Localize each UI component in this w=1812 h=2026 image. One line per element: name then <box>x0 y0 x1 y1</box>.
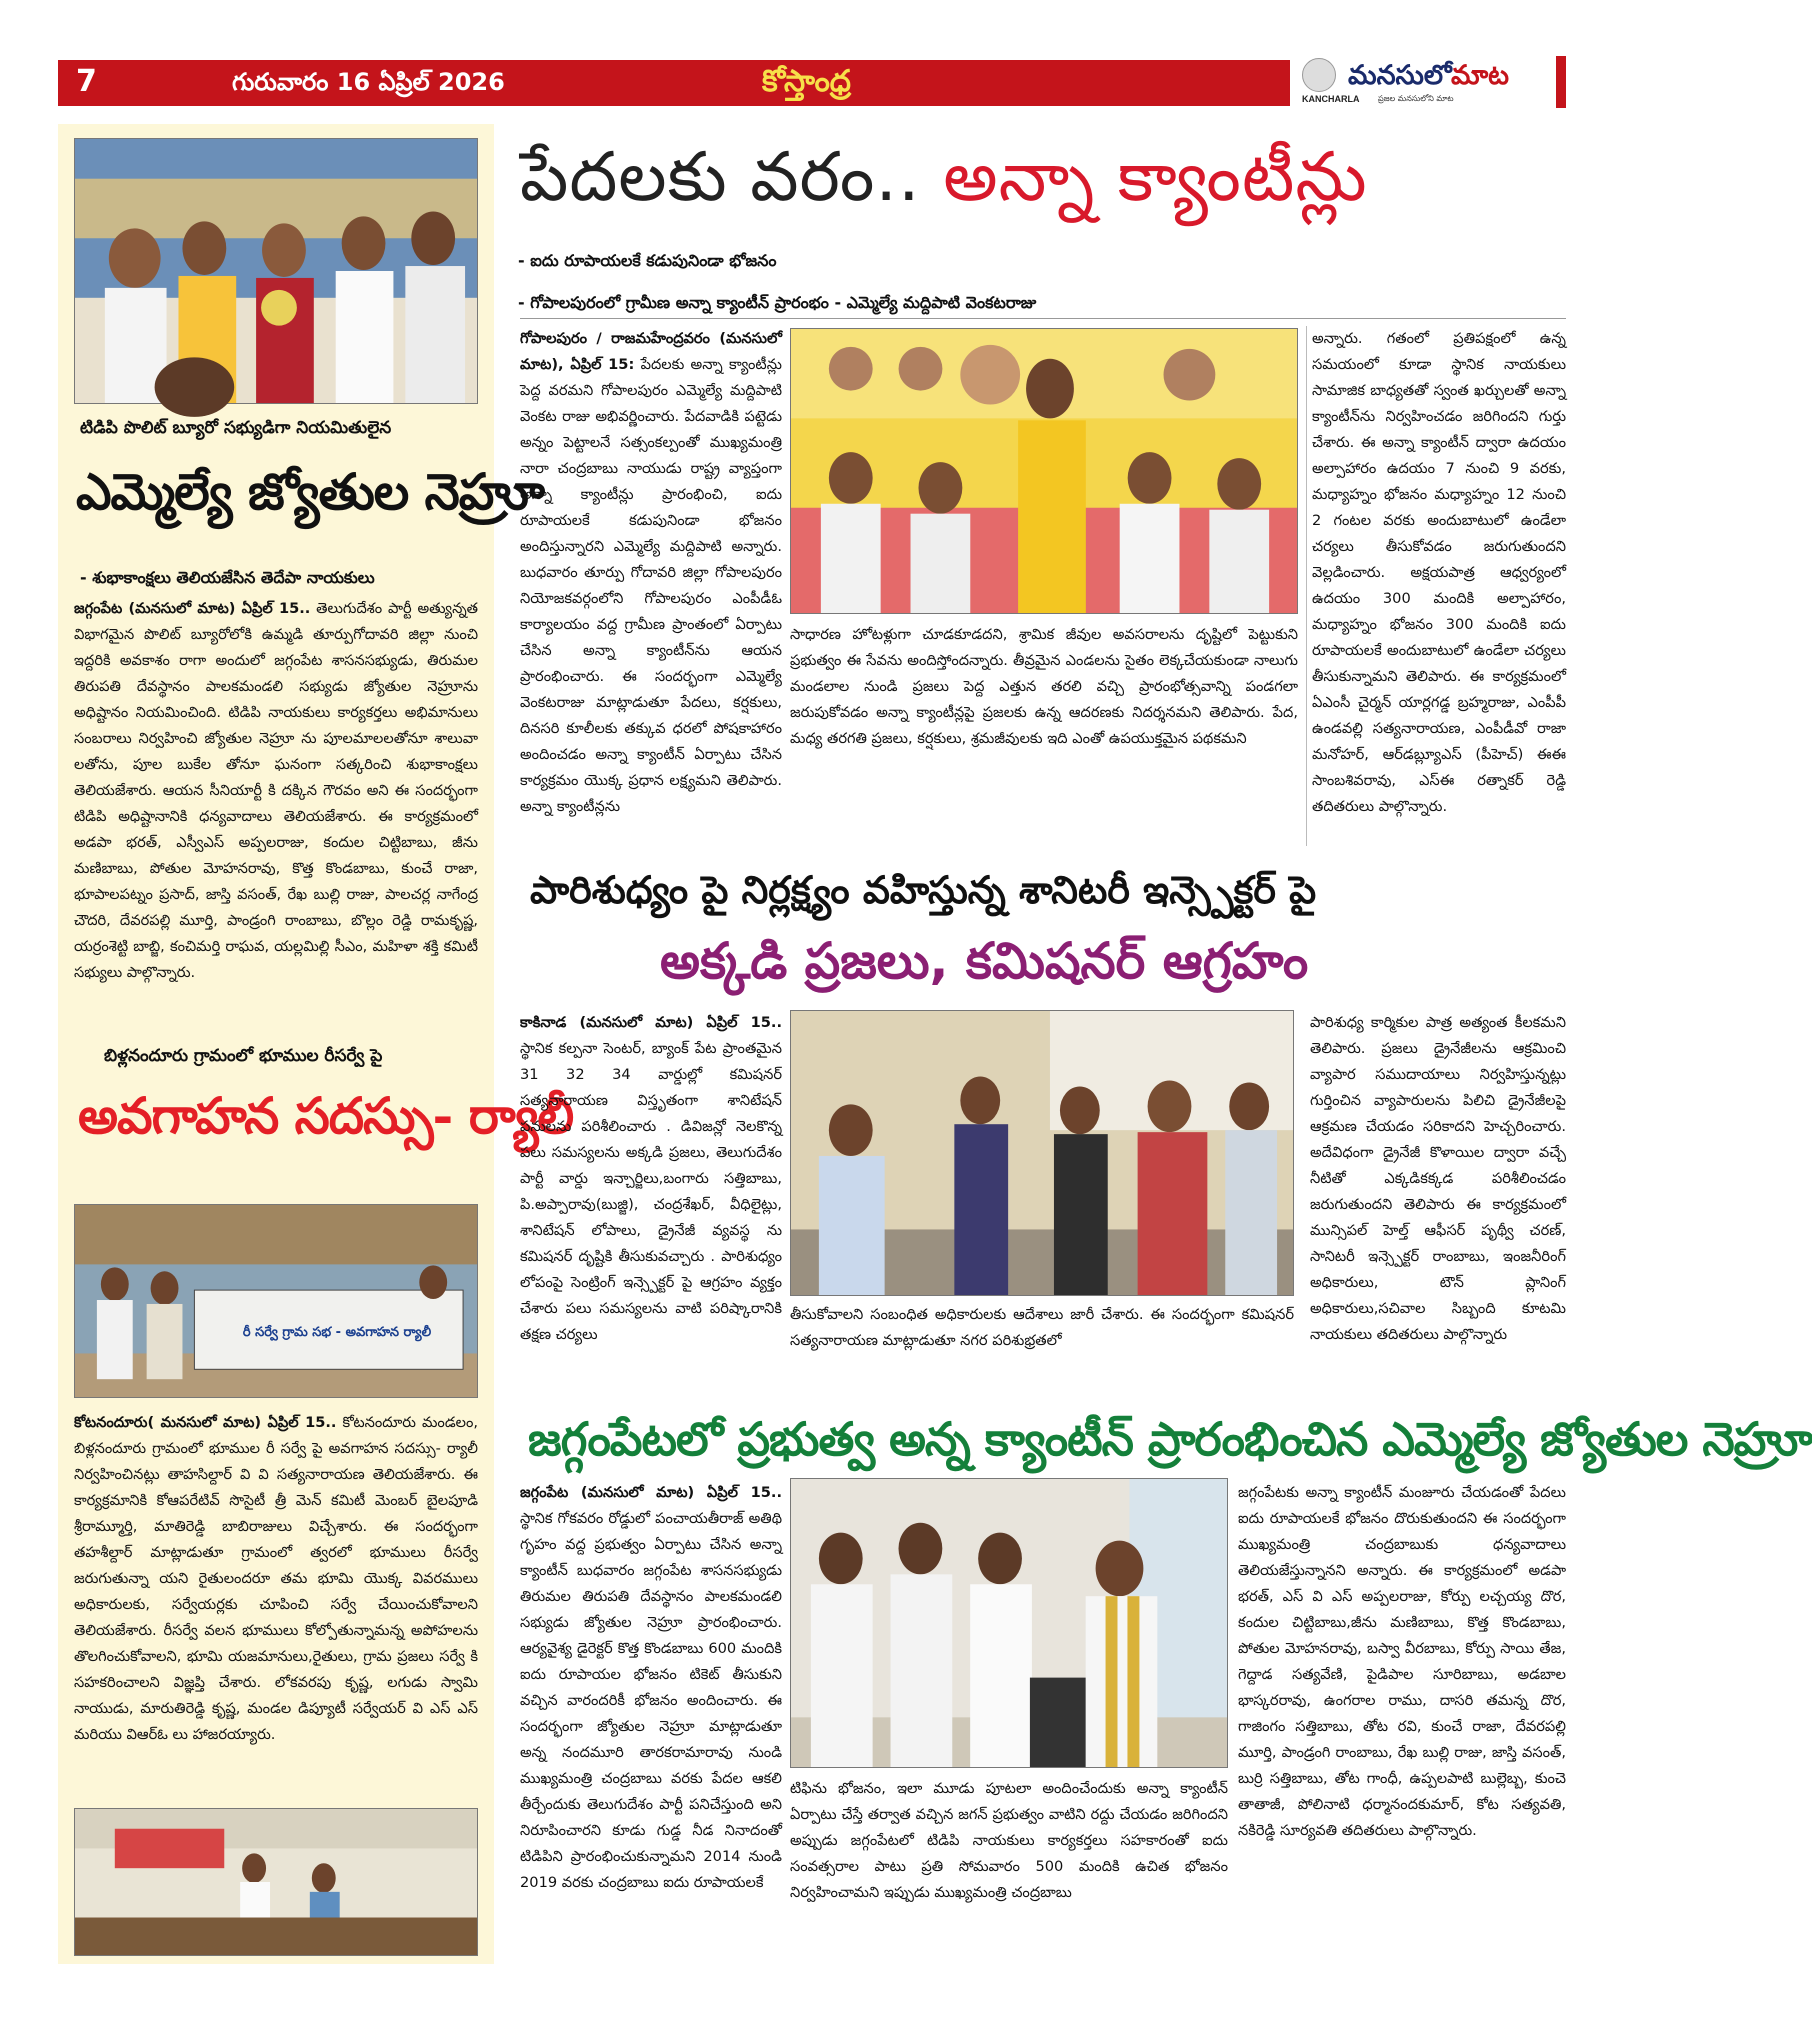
left-story1-text: తెలుగుదేశం పార్టీ అత్యున్నత విభాగమైన పొలిట్ బ్యూరోలోకి ఉమ్మడి తూర్పుగోదావరి జిల్లా నుంచి ఇద్దరికి అవకాశం రాగా అందులో జగ్గంపేట శాసనసభ్యుడు, తిరుమల తిరుపతి దేవస్థానం పాలకమండలి సభ్యుడు జ్యోతుల నెహ్రూను అధిష్టానం నియమించింది. టిడిపి నాయకులు కార్యకర్తలు అభిమానులు సంబరాలు నిర్వహించి జ్యోతుల నెహ్రూ ను పూలమాలలతోనూ శాలువా లతోను, పూల బుకేల తోనూ ఘనంగా సత్కరించి శుభాకాంక్షలు తెలియజేశారు. ఆయన సీనియార్టీ కి దక్కిన గౌరవం అని ఈ సందర్భంగా టిడిపి అధిష్టానానికి ధన్యవాదాలు తెలియజేశారు. ఈ కార్యక్రమంలో అడపా భరత్, ఎస్వీఎస్ అప్పలరాజు, కందుల చిట్టిబాబు, జీను మణిబాబు, పోతుల మోహనరావు, కొత్త కొండబాబు, కుంచే రాజా, భూపాలపట్నం ప్రసాద్, జాస్తి వసంత్, రేఖ బుల్లి రాజు, పాలచర్ల నాగేంద్ర చౌదరి, దేవరపల్లి మూర్తి, పాండ్రంగి రాంబాబు, బొల్లం రెడ్డి రామకృష్ణ, యర్రంశెట్టి బాబ్జి, కంచిమర్తి రాఘవ, యల్లమిల్లి సీఎం, మహిళా శక్తి కమిటీ సభ్యులు పాల్గొన్నారు. <box>74 600 479 981</box>
main-story1-col2: సాధారణ హోటళ్లుగా చూడకూడదని, శ్రామిక జీవుల అవసరాలను దృష్టిలో పెట్టుకుని ప్రభుత్వం ఈ సేవను అందిస్తోందన్నారు. తీవ్రమైన ఎండలను సైతం లెక్కచేయకుండా నాలుగు మండలాల నుండి ప్రజలు పెద్ద ఎత్తున తరలి వచ్చి ప్రారంభోత్సవాన్ని పండగలా జరుపుకోవడం అన్నా క్యాంటీన్లపై ప్రజలకు ఉన్న ఆదరణకు నిదర్శనమని తెలిపారు. పేద, మధ్య తరగతి ప్రజలు, కర్షకులు, శ్రమజీవులకు ఇది ఎంతో ఉపయుక్తమైన పథకమని <box>790 626 1298 747</box>
main-story1-col1 <box>520 326 782 846</box>
left-story2-body <box>74 1410 478 1794</box>
main-story2-col2: తీసుకోవాలని సంబంధిత అధికారులకు ఆదేశాలు జారీ చేశారు. ఈ సందర్భంగా కమిషనర్ సత్యనారాయణ మాట్లాడుతూ నగర పరిశుభ్రతలో <box>790 1306 1294 1349</box>
main-story1-col1-text: పేదలకు అన్నా క్యాంటీన్లు పెద్ద వరమని గోపాలపురం ఎమ్మెల్యే మద్దిపాటి వెంకట రాజు అభివర్ణించారు. పేదవాడికి పట్టెడు అన్నం పెట్టాలనే సత్సంకల్పంతో ముఖ్యమంత్రి నారా చంద్రబాబు నాయుడు రాష్ట్ర వ్యాప్తంగా అన్నా క్యాంటీన్లు ప్రారంభించి, ఐదు రూపాయలకే కడుపునిండా భోజనం అందిస్తున్నారని ఎమ్మెల్యే మద్దిపాటి అన్నారు. బుధవారం తూర్పు గోదావరి జిల్లా గోపాలపురం నియోజకవర్గంలోని గోపాలపురం ఎంపీడీఓ కార్యాలయం వద్ద గ్రామీణ ప్రాంతంలో ఏర్పాటు చేసిన అన్నా క్యాంటీన్‌ను ఆయన ప్రారంభించారు. ఈ సందర్భంగా ఎమ్మెల్యే వెంకటరాజు మాట్లాడుతూ పేదలు, కర్షకులు, దినసరి కూలీలకు తక్కువ ధరలో పోషకాహారం అందించడం అన్నా క్యాంటీన్ ఏర్పాటు చేసిన కార్యక్రమం యొక్క ప్రధాన లక్ష్యమని తెలిపారు. అన్నా క్యాంటీన్లను <box>520 356 782 815</box>
main-story1-bullet1: - ఐదు రూపాయలకే కడుపునిండా భోజనం <box>518 251 777 270</box>
main-story3-col2: టిఫిను భోజనం, ఇలా మూడు పూటలా అందించేందుకు అన్నా క్యాంటీన్ ఏర్పాటు చేస్తే తర్వాత వచ్చిన జగన్ ప్రభుత్వం వాటిని రద్దు చేయడం జరిగిందని అప్పుడు జగ్గంపేటలో టిడిపి నాయకులు కార్యకర్తలు సహకారంతో ఐదు సంవత్సరాల పాటు ప్రతి సోమవారం 500 మందికి ఉచిత భోజనం నిర్వహించామని ఇప్పుడు ముఖ్యమంత్రి చంద్రబాబు <box>790 1780 1228 1901</box>
left-story1-dateline: జగ్గంపేట (మనసులో మాట) ఏప్రిల్ 15.. <box>74 600 311 617</box>
photo-felicitation <box>74 138 478 404</box>
logo-tagline: ప్రజల మనసులోని మాట <box>1378 94 1454 103</box>
divider <box>520 318 1566 319</box>
page-number: 7 <box>76 64 97 99</box>
main-story2-dateline: కాకినాడ (మనసులో మాట) ఏప్రిల్ 15.. <box>520 1014 782 1031</box>
main-story2-col1 <box>520 1010 782 1374</box>
main-story3-col1 <box>520 1480 782 1950</box>
issue-date: గురువారం 16 ఏప్రిల్ 2026 <box>232 68 505 96</box>
main-story2-col3: పారిశుధ్య కార్మికుల పాత్ర అత్యంత కీలకమని తెలిపారు. ప్రజలు డ్రైనేజీలను ఆక్రమించి వ్యాపార సముదాయాలు నిర్వహిస్తున్నట్లు గుర్తించిన వ్యాపారులను పిలిచి డ్రైనేజీలపై ఆక్రమణ చేయడం సరికాదని హెచ్చరించారు. అదేవిధంగా డ్రైనేజీ కొళాయిల ద్వారా వచ్చే నీటితో ఎక్కడికక్కడ పరిశీలించడం జరుగుతుందని తెలిపారు ఈ కార్యక్రమంలో మున్సిపల్ హెల్త్ ఆఫీసర్ పృథ్వీ చరణ్, సానిటరీ ఇన్స్పెక్టర్ రాంబాబు, ఇంజనీరింగ్ అధికారులు, టౌన్ ప్లానింగ్ అధికారులు,సచివాల సిబ్బంది కూటమి నాయకులు తదితరులు పాల్గొన్నారు <box>1310 1014 1566 1343</box>
main-headline <box>520 138 1368 233</box>
logo-brand: KANCHARLA <box>1302 94 1360 104</box>
left-story1-bullet: - శుభాకాంక్షలు తెలియజేసిన తెదేపా నాయకులు <box>80 568 375 587</box>
photo-commissioner-inspection <box>790 1010 1294 1296</box>
main-story1-dateline: గోపాలపురం / రాజమహేంద్రవరం (మనసులో మాట), ఏప్రిల్ 15: <box>520 330 782 373</box>
left-story1-headline: ఎమ్మెల్యే జ్యోతుల నెహ్రూ <box>76 462 544 521</box>
main-headline-part-b: అన్నా క్యాంటీన్లు <box>943 138 1368 217</box>
left-story2-kicker: బిళ్లనందూరు గ్రామంలో భూముల రీసర్వే పై <box>104 1046 383 1066</box>
left-story2-text: కోటనందూరు మండలం, బిళ్లనందూరు గ్రామంలో భూముల రీ సర్వే పై అవగాహన సదస్సు- ర్యాలీ నిర్వహించినట్లు తాహసిల్దార్ వి వి సత్యనారాయణ తెలియజేశారు. ఈ కార్యక్రమానికి కోఆపరేటివ్ సొసైటీ త్రీ మెన్ కమిటీ మెంబర్ బైలపూడి శ్రీరామ్మూర్తి, మాతిరెడ్డి బాబిరాజులు విచ్చేశారు. ఈ సందర్భంగా తహశీల్దార్ మాట్లాడుతూ గ్రామంలో త్వరలో భూములు రీసర్వే జరుగుతున్నా యని రైతులందరూ తమ భూమి యొక్క వివరములు అధికారులకు, సర్వేయర్లకు చూపించి సర్వే చేయించుకోవాలని తెలియజేశారు. రీసర్వే వలన భూములు కోల్పోతున్నామన్న అపోహలను తొలగించుకోవాలని, భూమి యజమానులు,రైతులు, గ్రామ ప్రజలు సర్వే కి సహకరించాలని విజ్ఞప్తి చేశారు. లోకవరపు కృష్ణ, లగుడు స్వామి నాయుడు, మారుతిరెడ్డి కృష్ణ, మండల డిప్యూటీ సర్వేయర్ వి ఎస్ ఎస్ మరియు విఆర్ఓ లు హాజరయ్యారు. <box>74 1414 479 1743</box>
column-divider <box>1306 326 1307 846</box>
main-story3-col3: జగ్గంపేటకు అన్నా క్యాంటీన్ మంజూరు చేయడంతో పేదలు ఐదు రూపాయలకే భోజనం దొరుకుతుందని ఈ సందర్భంగా ముఖ్యమంత్రి చంద్రబాబుకు ధన్యవాదాలు తెలియజేస్తున్నానని అన్నారు. ఈ కార్యక్రమంలో అడపా భరత్, ఎస్ వి ఎస్ అప్పలరాజు, కోర్పు లచ్చయ్య దొర, కందుల చిట్టిబాబు,జీను మణిబాబు, కొత్త కొండబాబు, పోతుల మోహనరావు, బస్వా వీరబాబు, కోర్పు సాయి తేజ, గెద్దాడ సత్యవేణి, పైడిపాల సూరిబాబు, అడబాల భాస్కరరావు, ఉంగరాల రాము, దాసరి తమన్న దొర, గాజింగం సత్తిబాబు, తోట రవి, కుంచే రాజా, దేవరపల్లి మూర్తి, పాండ్రంగి రాంబాబు, రేఖ బుల్లి రాజు, జాస్తి వసంత్, బుర్రి సత్తిబాబు, తోట గాంధీ, ఉప్పలపాటి బుల్లెబ్బ, కుంచె తాతాజీ, పోలినాటి ధర్మానందకుమార్, కోట సత్యవతి, నకిరెడ్డి సూర్యవతి తదితరులు పాల్గొన్నారు. <box>1238 1484 1566 1839</box>
logo-title-a: మనసులో <box>1348 60 1451 91</box>
main-story2-col1-text: స్థానిక కల్పనా సెంటర్, బ్యాంక్ పేట ప్రాంతమైన 31 32 34 వార్డుల్లో కమిషనర్ సత్యనారాయణ విస్తృతంగా శానిటేషన్ పనులను పరిశీలించారు . డివిజన్లో నెలకొన్న పలు సమస్యలను అక్కడి ప్రజలు, తెలుగుదేశం పార్టీ వార్డు ఇన్చార్జిలు,బంగారు సత్తిబాబు, పి.అప్పారావు(బుజ్జి), చంద్రశేఖర్, వీధిలైట్లు, శానిటేషన్ లోపాలు, డ్రైనేజీ వ్యవస్థ ను కమిషనర్ దృష్టికి తీసుకువచ్చారు . పారిశుధ్యం లోపంపై సెంట్రింగ్ ఇన్స్పెక్టర్ పై ఆగ్రహం వ్యక్తం చేశారు పలు సమస్యలను వాటి పరిష్కారానికి తక్షణ చర్యలు <box>520 1040 782 1343</box>
photo-awareness-rally <box>74 1204 478 1398</box>
newspaper-logo <box>1348 60 1509 98</box>
main-story3-dateline: జగ్గంపేట (మనసులో మాట) ఏప్రిల్ 15.. <box>520 1484 782 1501</box>
photo-jaggampeta-canteen <box>790 1478 1228 1768</box>
rally-banner-text: రీ సర్వే గ్రామ సభ - అవగాహన ర్యాలీ <box>242 1325 432 1340</box>
left-story1-body <box>74 596 478 1020</box>
main-headline-part-a: పేదలకు వరం.. <box>520 138 921 217</box>
edition-name: కోస్తాంధ్ర <box>762 64 851 99</box>
left-story2-headline: అవగాహన సదస్సు- ర్యాలీ <box>78 1086 574 1145</box>
main-story2-headline-line1: పారిశుధ్యం పై నిర్లక్ష్యం వహిస్తున్న శానిటరీ ఇన్స్పెక్టర్ పై <box>530 868 1317 912</box>
logo-title-b: మాట <box>1450 60 1510 91</box>
logo-portrait-icon <box>1302 58 1336 92</box>
main-story3-headline: జగ్గంపేటలో ప్రభుత్వ అన్న క్యాంటీన్ ప్రారంభించిన ఎమ్మెల్యే జ్యోతుల నెహ్రూ <box>528 1412 1812 1466</box>
main-story3-col1-text: స్థానిక గోకవరం రోడ్డులో పంచాయతీరాజ్ అతిథి గృహం వద్ద ప్రభుత్వం ఏర్పాటు చేసిన అన్నా క్యాంటీన్ బుధవారం జగ్గంపేట శాసనసభ్యుడు తిరుమల తిరుపతి దేవస్థానం పాలకమండలి సభ్యుడు జ్యోతుల నెహ్రూ ప్రారంభించారు. ఆర్యవైశ్య డైరెక్టర్ కొత్త కొండబాబు 600 మందికి ఐదు రూపాయల భోజనం టికెట్ తీసుకుని వచ్చిన వారందరికీ భోజనం అందించారు. ఈ సందర్భంగా జ్యోతుల నెహ్రూ మాట్లాడుతూ అన్న నందమూరి తారకరామారావు నుండి ముఖ్యమంత్రి చంద్రబాబు వరకు పేదల ఆకలి తీర్చేందుకు తెలుగుదేశం పార్టీ పనిచేస్తుంది అని నిరూపించారని కూడు గుడ్డ నీడ నినాదంతో టిడిపిని ప్రారంభించుకున్నామని 2014 నుండి 2019 వరకు చంద్రబాబు ఐదు రూపాయలకే <box>520 1510 782 1891</box>
left-story1-kicker: టిడిపి పొలిట్ బ్యూరో సభ్యుడిగా నియమితులైన <box>80 418 392 438</box>
main-story1-bullet2: - గోపాలపురంలో గ్రామీణ అన్నా క్యాంటీన్ ప్రారంభం - ఎమ్మెల్యే మద్దిపాటి వెంకటరాజు <box>518 293 1037 312</box>
photo-meeting-hall <box>74 1808 478 1956</box>
left-story2-dateline: కోటనందూరు( మనసులో మాట) ఏప్రిల్ 15.. <box>74 1414 337 1431</box>
main-story2-headline-line2: అక్కడి ప్రజలు, కమిషనర్ ఆగ్రహం <box>660 932 1309 990</box>
photo-canteen-inauguration <box>790 328 1298 614</box>
main-story1-col3: అన్నారు. గతంలో ప్రతిపక్షంలో ఉన్న సమయంలో కూడా స్థానిక నాయకులు సామాజిక బాధ్యతతో స్వంత ఖర్చులతో అన్నా క్యాంటీన్‌ను నిర్వహించడం జరిగిందని గుర్తు చేశారు. ఈ అన్నా క్యాంటీన్ ద్వారా ఉదయం అల్పాహారం ఉదయం 7 నుంచి 9 వరకు, మధ్యాహ్నం భోజనం మధ్యాహ్నం 12 నుంచి 2 గంటల వరకు అందుబాటులో ఉండేలా చర్యలు తీసుకోవడం జరుగుతుందని వెల్లడించారు. అక్షయపాత్ర ఆధ్వర్యంలో ఉదయం 300 మందికి అల్పాహారం, మధ్యాహ్నం భోజనం 300 మందికి ఐదు రూపాయలకే అందుబాటులో ఉండేలా చర్యలు తీసుకున్నామని తెలిపారు. ఈ కార్యక్రమంలో ఏఎంసీ చైర్మన్ యార్లగడ్డ బ్రహ్మరాజు, ఎంపీపీ ఉండవల్లి సత్యనారాయణ, ఎంపీడీవో రాజా మనోహర్, ఆర్‌డబ్ల్యూఎస్ (పీహెచ్) ఈఈ సాంబశివరావు, ఎస్ఈ రత్నాకర్ రెడ్డి తదితరులు పాల్గొన్నారు. <box>1312 330 1566 815</box>
